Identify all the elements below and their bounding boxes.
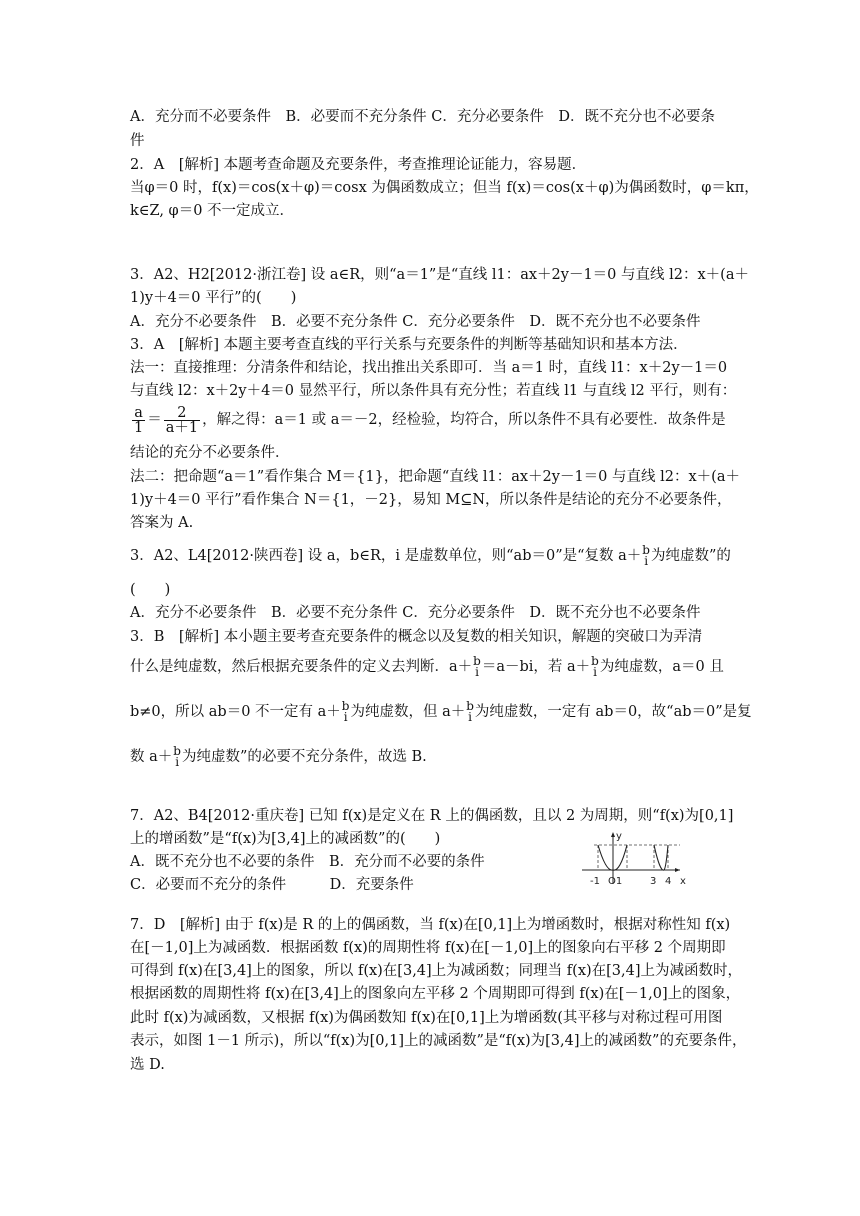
answer-line: 2．A [解析] 本题考查命题及充要条件，考查推理论证能力，容易题． (130, 157, 587, 173)
x-axis-label: x (680, 876, 686, 887)
fraction-numerator: b (473, 654, 481, 668)
answer-text: b≠0，所以 ab＝0 不一定有 a＋ (130, 704, 341, 720)
fraction-b-over-i (642, 545, 650, 567)
options-line-cont: 件 (130, 133, 145, 149)
answer-line: 法二：把命题“a＝1”看作集合 M＝{1}，把命题“直线 l1：ax＋2y－1＝0 与直线 l2：x＋(a＋ (130, 469, 740, 485)
answer-line (130, 742, 730, 772)
answer-line: 1)y＋4＝0 平行”看作集合 N＝{1，－2}，易知 M⊆N，所以条件是结论的充分不必要条件， (130, 492, 732, 508)
answer-line: k∈Z, φ＝0 不一定成立． (130, 203, 295, 219)
answer-line: 根据函数的周期性将 f(x)在[3,4]上的图象向左平移 2 个周期即可得到 f(x)在[－1,0]上的图象， (130, 986, 741, 1002)
fraction-numerator: b (466, 699, 474, 713)
answer-line: 与直线 l2：x＋2y＋4＝0 显然平行，所以条件具有充分性；若直线 l1 与直线 l2 平行，则有： (130, 383, 737, 399)
answer-line: 在[－1,0]上为减函数．根据函数 f(x)的周期性将 f(x)在[－1,0]上的图象向右平移 2 个周期即 (130, 940, 726, 956)
fraction-b-over-i (342, 701, 350, 723)
answer-line: 此时 f(x)为减函数，又根据 f(x)为偶函数知 f(x)在[0,1]上为增函数(其平移与对称过程可用图 (130, 1010, 723, 1026)
answer-line: 表示，如图 1－1 所示)，所以“f(x)为[0,1]上的减函数”是“f(x)为[3,4]上的减函数”的充要条件， (130, 1033, 747, 1049)
fraction-denominator: i (475, 665, 479, 679)
fraction-2-over-a-plus-1 (164, 406, 200, 435)
fraction-denominator: a＋1 (165, 419, 199, 436)
answer-text: 什么是纯虚数，然后根据充要条件的定义去判断．a＋ (130, 659, 473, 675)
fraction-b-over-i (466, 701, 474, 723)
fraction-denominator: 1 (134, 419, 144, 436)
x-axis-arrow-icon (675, 868, 680, 872)
question-line: 3．A2、H2[2012·浙江卷] 设 a∈R，则“a＝1”是“直线 l1：ax＋2y－1＝0 与直线 l2：x＋(a＋ (130, 267, 749, 283)
answer-text: 为纯虚数，一定有 ab＝0，故“ab＝0”是复 (474, 704, 752, 720)
answer-text: 为纯虚数，a＝0 且 (599, 659, 724, 675)
answer-line: 7．D [解析] 由于 f(x)是 R 的上的偶函数，当 f(x)在[0,1]上为增函数时，根据对称性知 f(x) (130, 917, 731, 933)
answer-text: ＝a－bi，若 a＋ (481, 659, 591, 675)
fraction-denominator: i (468, 710, 472, 724)
answer-text: 数 a＋ (130, 749, 173, 765)
fraction-a-over-1 (132, 406, 145, 435)
question-line: 1)y＋4＝0 平行”的( ) (130, 290, 297, 306)
tick-label: 3 (650, 876, 657, 887)
fraction-numerator: a (132, 406, 145, 421)
answer-line-with-fraction (130, 405, 730, 435)
answer-line: 结论的充分不必要条件． (130, 445, 290, 461)
options-line: A．充分不必要条件 B．必要不充分条件 C．充分必要条件 D．既不充分也不必要条件 (130, 605, 701, 621)
y-axis-label: y (616, 831, 622, 842)
answer-line: 3．A [解析] 本题主要考查直线的平行关系与充要条件的判断等基础知识和基本方法． (130, 337, 688, 353)
tick-label: O1 (608, 876, 623, 887)
options-line: C．必要而不充分的条件 D．充要条件 (130, 877, 414, 893)
question-text: 为纯虚数”的 (650, 548, 731, 564)
answer-text: 为纯虚数，但 a＋ (350, 704, 466, 720)
options-line: A．充分不必要条件 B．必要不充分条件 C．充分必要条件 D．既不充分也不必要条件 (130, 314, 701, 330)
answer-line (130, 652, 730, 682)
answer-text: 为纯虚数”的必要不充分条件，故选 B. (181, 749, 427, 765)
function-graph-figure (580, 828, 690, 888)
function-graph (580, 828, 690, 888)
options-line: A．充分而不必要条件 B．必要而不充分条件 C．充分必要条件 D．既不充分也不必要条 (130, 109, 715, 125)
y-axis-arrow-icon (611, 832, 615, 837)
fraction-numerator: 2 (164, 406, 200, 421)
options-line: A．既不充分也不必要的条件 B．充分而不必要的条件 (130, 854, 485, 870)
answer-line (130, 697, 752, 727)
fraction-denominator: i (175, 755, 180, 769)
fraction-numerator: b (642, 543, 650, 557)
curve-shifted (654, 845, 668, 870)
answer-line: 可得到 f(x)在[3,4]上的图象，所以 f(x)在[3,4]上为减函数；同理当 f(x)在[3,4]上为减函数时， (130, 963, 743, 979)
question-line: 上的增函数”是“f(x)为[3,4]上的减函数”的( ) (130, 831, 441, 847)
fraction-numerator: b (341, 699, 350, 713)
tick-label: 4 (665, 876, 672, 887)
fraction-b-over-i (591, 656, 599, 678)
answer-line: 当φ＝0 时，f(x)＝cos(x＋φ)＝cosx 为偶函数成立；但当 f(x)＝cos(x＋φ)为偶函数时，φ＝kπ， (130, 180, 759, 196)
answer-line: 法一：直接推理：分清条件和结论，找出推出关系即可．当 a＝1 时，直线 l1：x＋2y－1＝0 (130, 360, 728, 376)
fraction-numerator: b (173, 744, 181, 758)
fraction-denominator: i (593, 665, 597, 679)
answer-text: ，解之得：a＝1 或 a＝－2，经检验，均符合，所以条件不具有必要性．故条件是 (202, 412, 726, 428)
answer-line: 答案为 A. (130, 515, 194, 531)
tick-label: -1 (590, 876, 600, 887)
fraction-numerator: b (591, 654, 599, 668)
answer-line: 选 D. (130, 1057, 165, 1073)
fraction-denominator: i (343, 710, 348, 724)
fraction-b-over-i (173, 746, 181, 768)
question-line (130, 541, 730, 571)
answer-line: 3．B [解析] 本小题主要考查充要条件的概念以及复数的相关知识，解题的突破口为弄清 (130, 629, 703, 645)
question-line: 7．A2、B4[2012·重庆卷] 已知 f(x)是定义在 R 上的偶函数，且以 2 为周期，则“f(x)为[0,1] (130, 808, 734, 824)
question-line: ( ) (130, 582, 171, 598)
question-text: 3．A2、L4[2012·陕西卷] 设 a，b∈R，i 是虚数单位，则“ab＝0”是“复数 a＋ (130, 548, 642, 564)
fraction-denominator: i (644, 554, 649, 568)
equals-sign: ＝ (147, 412, 162, 428)
fraction-b-over-i (473, 656, 481, 678)
